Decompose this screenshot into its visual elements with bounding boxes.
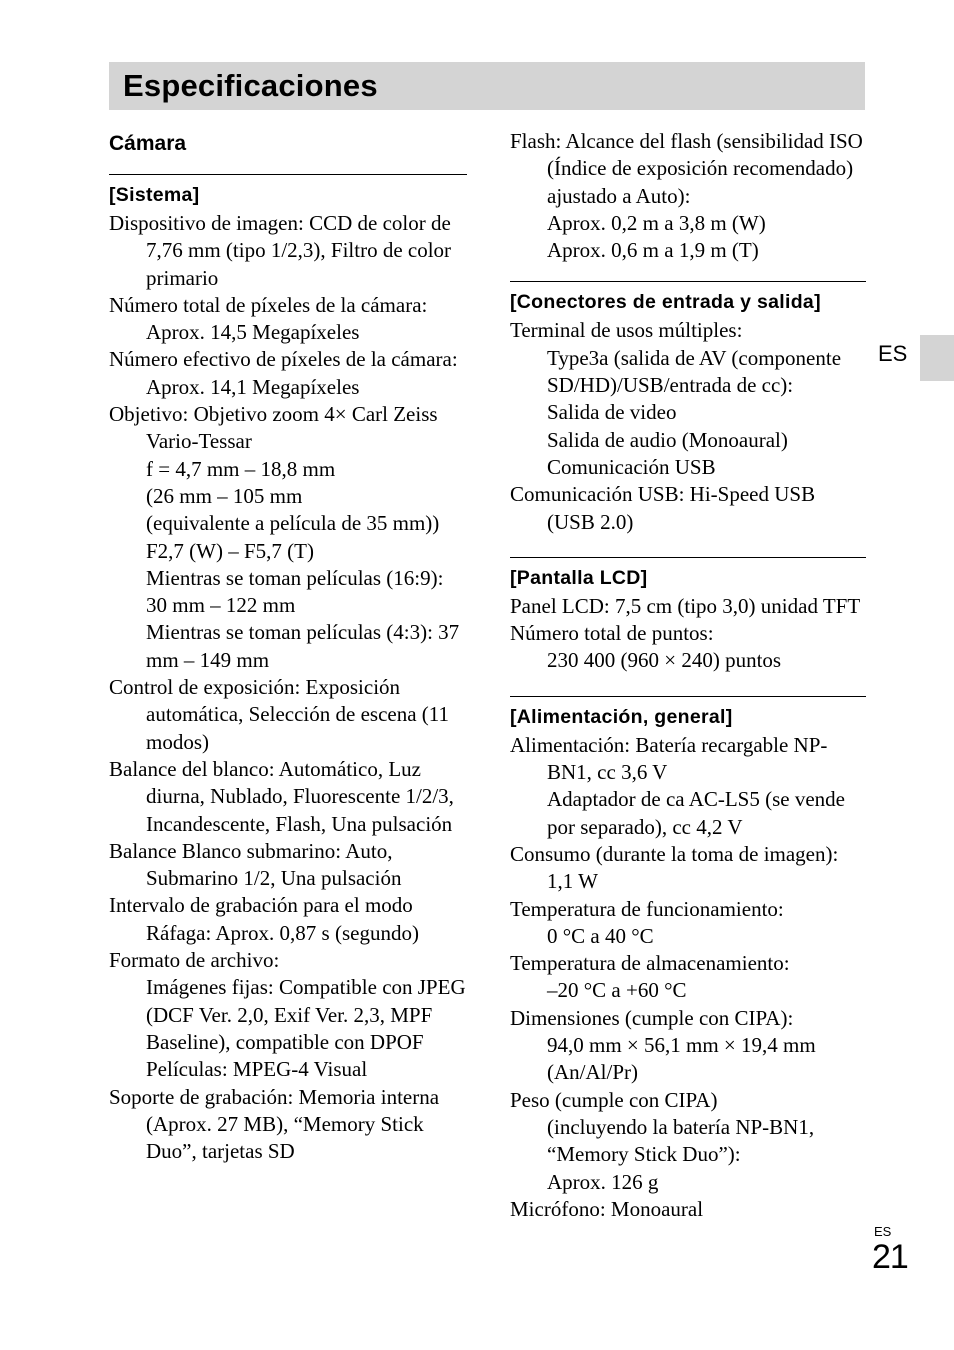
- spec-flash-w: Aprox. 0,2 m a 3,8 m (W): [547, 210, 766, 235]
- spec-formato-imagenes: Imágenes fijas: Compatible con JPEG (DCF Ver. 2,0, Exif Ver. 2,3, MPF Baseline), compatible con DPOF: [146, 975, 466, 1054]
- spec-pixeles-efectivos-value: Aprox. 14,1 Megapíxeles: [146, 374, 360, 399]
- footer-language: ES: [874, 1224, 892, 1239]
- group-sistema: [109, 174, 467, 1165]
- spec-peso: Peso (cumple con CIPA): [510, 1087, 718, 1112]
- spec-panel-lcd: Panel LCD: 7,5 cm (tipo 3,0) unidad TFT: [510, 593, 861, 618]
- spec-formato: Formato de archivo:: [109, 948, 280, 973]
- spec-flash-t: Aprox. 0,6 m a 1,9 m (T): [547, 238, 759, 263]
- spec-terminal-type: Type3a (salida de AV (componente SD/HD)/USB/entrada de cc):: [547, 345, 842, 398]
- spec-soporte: Soporte de grabación: Memoria interna (Aprox. 27 MB), “Memory Stick Duo”, tarjetas SD: [109, 1084, 440, 1164]
- spec-objetivo-169: Mientras se toman películas (16:9): 30 mm – 122 mm: [146, 565, 444, 618]
- page-title: Especificaciones: [123, 68, 378, 103]
- group-title-sistema: [Sistema]: [109, 184, 200, 206]
- group-alimentacion: [510, 696, 866, 1223]
- spec-temp-func-value: 0 °C a 40 °C: [547, 923, 654, 948]
- spec-pixeles-efectivos: Número efectivo de píxeles de la cámara:: [109, 347, 458, 372]
- group-title-alimentacion: [Alimentación, general]: [510, 705, 733, 728]
- title-bar: [109, 62, 865, 110]
- spec-temp-alm: Temperatura de almacenamiento:: [510, 951, 790, 976]
- spec-puntos-value: 230 400 (960 × 240) puntos: [547, 648, 782, 673]
- section-heading-camara: Cámara: [109, 132, 187, 155]
- spec-objetivo-43: Mientras se toman películas (4:3): 37 mm – 149 mm: [146, 620, 460, 672]
- spec-temp-alm-value: –20 °C a +60 °C: [547, 978, 687, 1003]
- spec-dispositivo: Dispositivo de imagen: CCD de color de 7,76 mm (tipo 1/2,3), Filtro de color primario: [109, 211, 452, 290]
- spec-terminal-video: Salida de video: [547, 400, 677, 425]
- left-column: [109, 128, 467, 1165]
- spec-microfono: Micrófono: Monoaural: [510, 1196, 704, 1221]
- spec-exposicion: Control de exposición: Exposición automática, Selección de escena (11 modos): [109, 675, 449, 754]
- page-number: 21: [872, 1238, 908, 1276]
- spec-peso-incl: (incluyendo la batería NP-BN1, “Memory Stick Duo”):: [547, 1114, 815, 1167]
- spec-formato-peliculas: Películas: MPEG-4 Visual: [146, 1057, 368, 1082]
- group-conectores: [510, 281, 866, 535]
- spec-objetivo-equiv-1: (26 mm – 105 mm: [146, 483, 303, 508]
- spec-adaptador: Adaptador de ca AC-LS5 (se vende por separado), cc 4,2 V: [547, 787, 845, 839]
- spec-objetivo-focal: f = 4,7 mm – 18,8 mm: [146, 456, 336, 481]
- spec-alimentacion: Alimentación: Batería recargable NP-BN1, cc 3,6 V: [510, 732, 828, 785]
- spec-pixeles-totales-value: Aprox. 14,5 Megapíxeles: [146, 320, 360, 345]
- group-title-pantalla: [Pantalla LCD]: [510, 566, 648, 589]
- spec-puntos: Número total de puntos:: [510, 621, 714, 646]
- spec-dimensiones: Dimensiones (cumple con CIPA):: [510, 1005, 794, 1030]
- spec-consumo: Consumo (durante la toma de imagen): 1,1 W: [510, 841, 839, 894]
- side-tab: [920, 335, 954, 381]
- spec-objetivo-equiv-2: (equivalente a película de 35 mm)): [146, 511, 440, 536]
- spec-terminal-audio: Salida de audio (Monoaural): [547, 427, 788, 452]
- group-pantalla: [510, 557, 866, 675]
- spec-dimensiones-value: 94,0 mm × 56,1 mm × 19,4 mm (An/Al/Pr): [547, 1033, 816, 1085]
- spec-temp-func: Temperatura de funcionamiento:: [510, 896, 784, 921]
- spec-terminal-usb: Comunicación USB: [547, 454, 716, 479]
- spec-flash: Flash: Alcance del flash (sensibilidad ISO (Índice de exposición recomendado) ajustado a Auto):: [510, 129, 863, 208]
- group-title-conectores: [Conectores de entrada y salida]: [510, 291, 821, 314]
- spec-terminal: Terminal de usos múltiples:: [510, 318, 743, 343]
- spec-objetivo-apertura: F2,7 (W) – F5,7 (T): [146, 538, 314, 563]
- spec-balance-blanco: Balance del blanco: Automático, Luz diurna, Nublado, Fluorescente 1/2/3, Incandescente, Flash, Una pulsación: [109, 756, 454, 836]
- spec-usb: Comunicación USB: Hi-Speed USB (USB 2.0): [510, 482, 816, 534]
- spec-peso-value: Aprox. 126 g: [547, 1169, 659, 1194]
- spec-rafaga: Intervalo de grabación para el modo Ráfaga: Aprox. 0,87 s (segundo): [109, 893, 419, 945]
- side-language-label: ES: [878, 341, 908, 366]
- right-column: [510, 128, 866, 1223]
- spec-balance-submarino: Balance Blanco submarino: Auto, Submarino 1/2, Una pulsación: [109, 838, 402, 891]
- spec-objetivo: Objetivo: Objetivo zoom 4× Carl Zeiss Vario-Tessar: [109, 402, 438, 454]
- spec-pixeles-totales: Número total de píxeles de la cámara:: [109, 292, 428, 317]
